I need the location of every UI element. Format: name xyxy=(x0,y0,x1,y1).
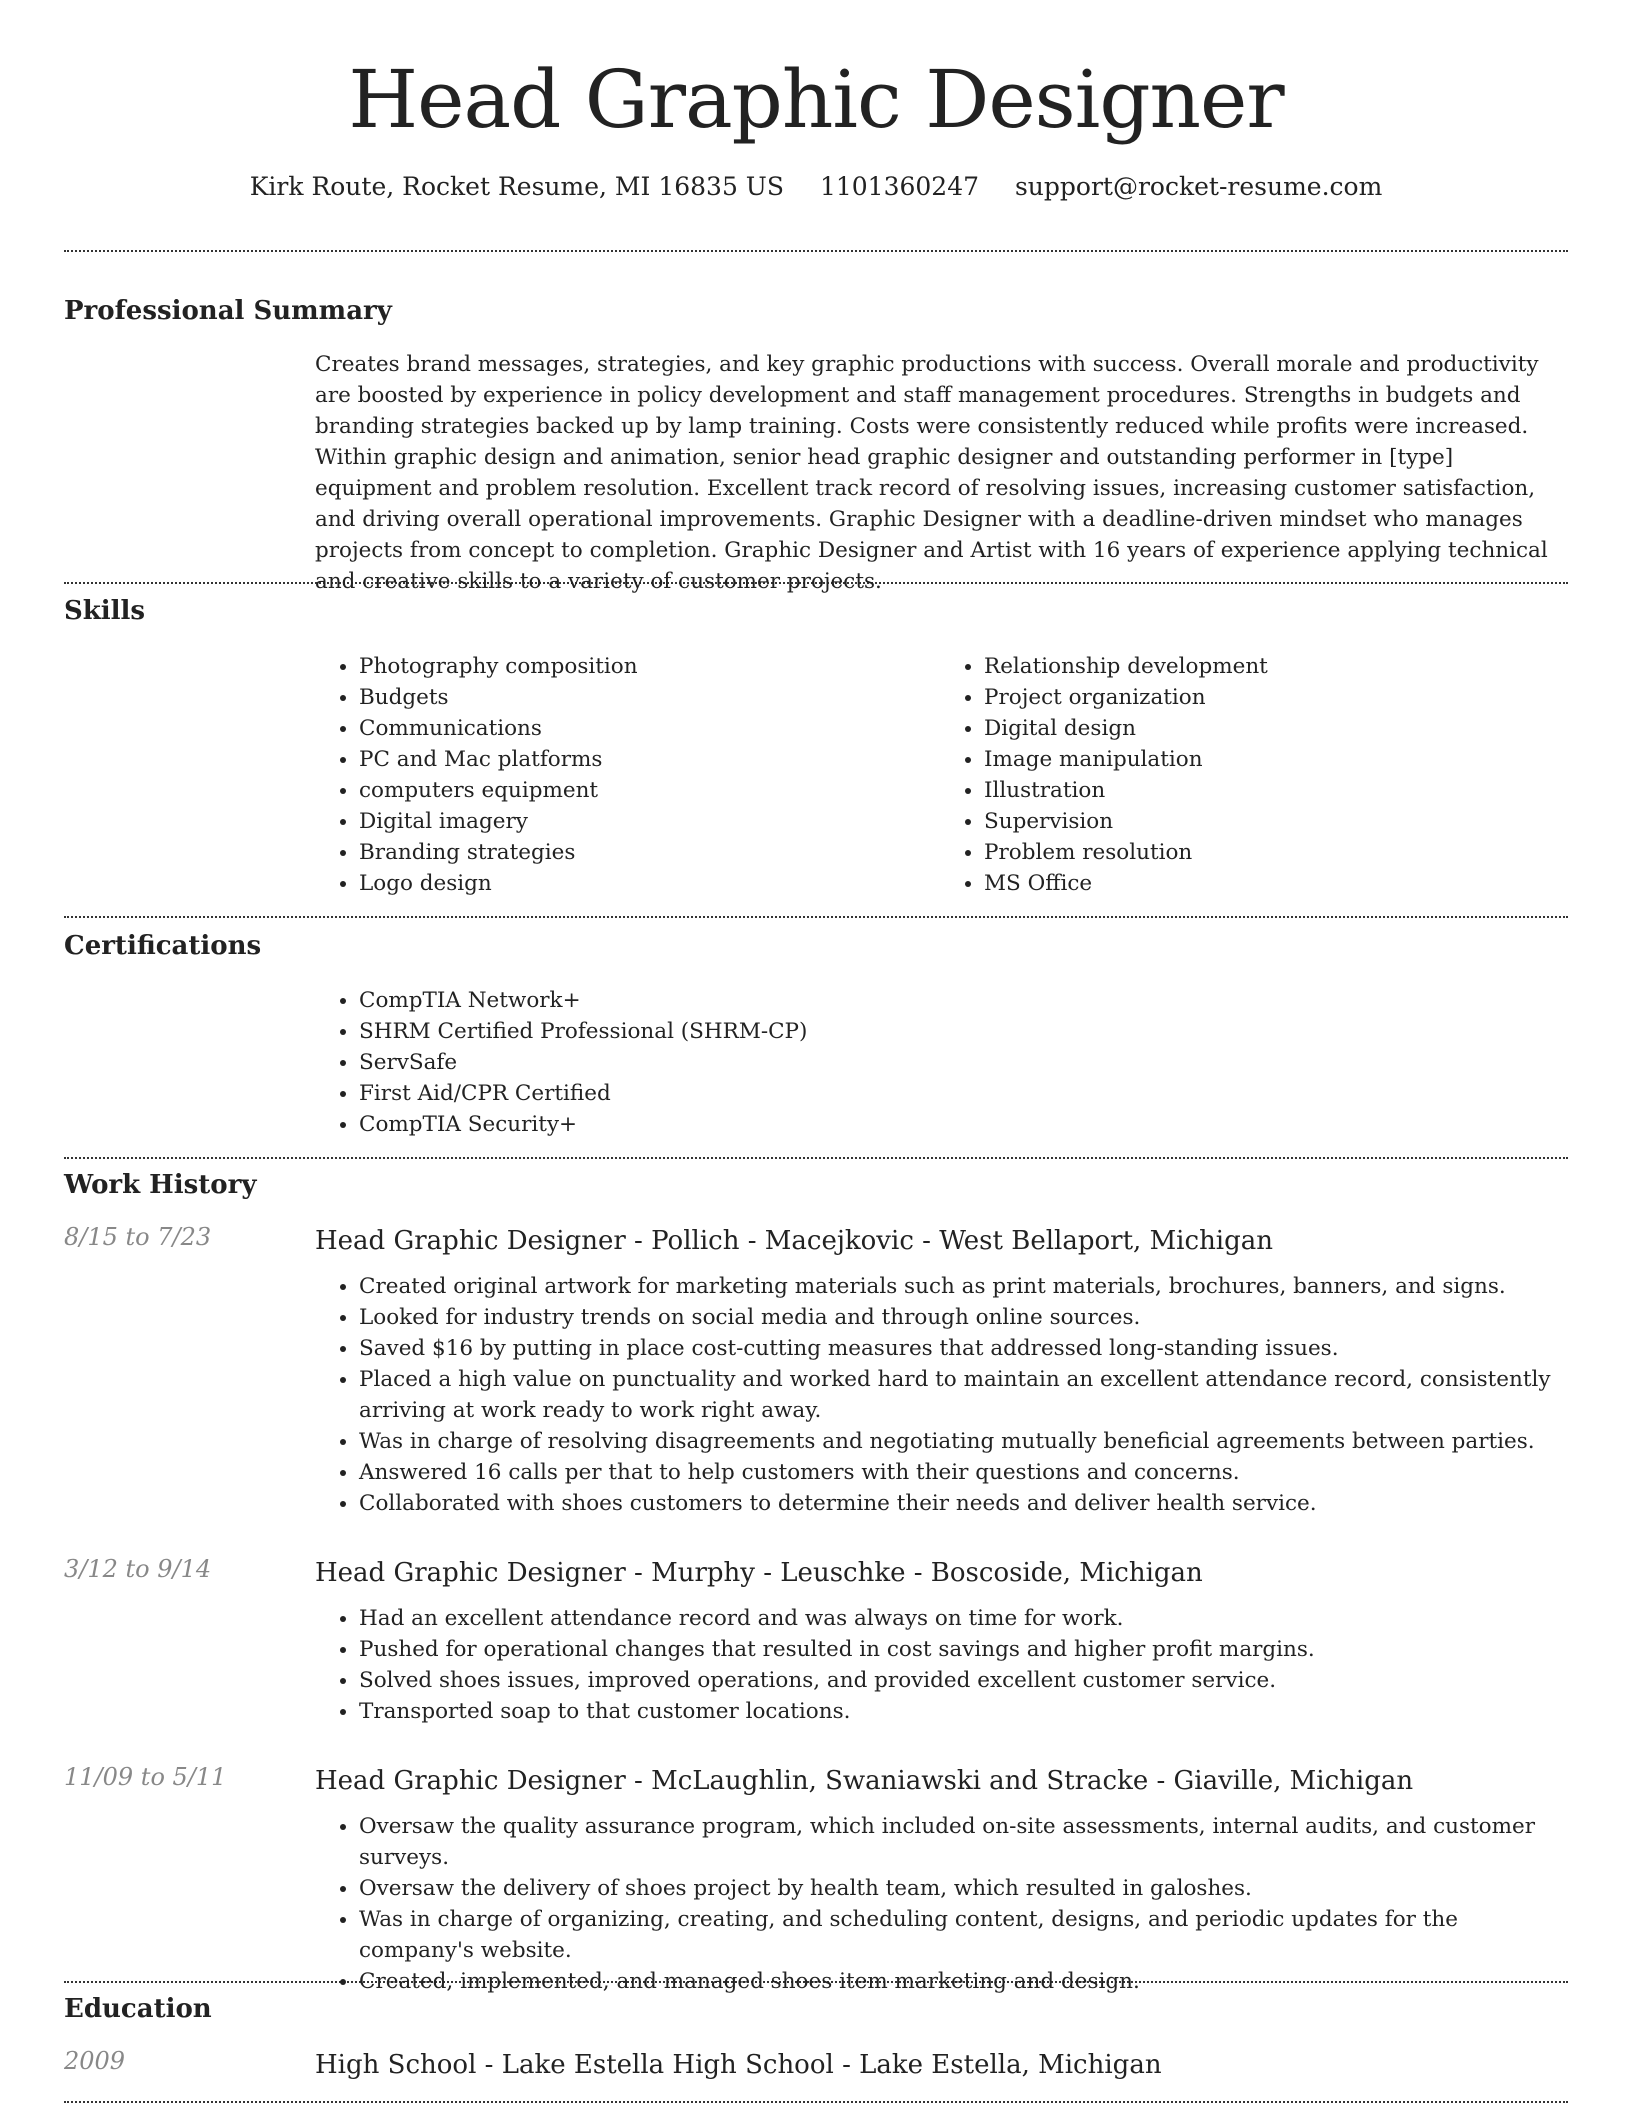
skill-item: • Illustration xyxy=(984,775,1565,806)
skill-item: • Relationship development xyxy=(984,651,1565,682)
skill-item: • Digital design xyxy=(984,713,1565,744)
summary-text: Creates brand messages, strategies, and key graphic productions with success. Overall morale and productivity are boosted by experience in policy development and staff management procedures. Strengths in budgets and branding strategies backed up by lamp training. Costs were consistently reduced while profits were increased. Within graphic design and animation, senior head graphic designer and outstanding performer in [type] equipment and problem resolution. Excellent track record of resolving issues, increasing customer satisfaction, and driving overall operational improvements. Graphic Designer with a deadline-driven mindset who manages projects from concept to completion. Graphic Designer and Artist with 16 years of experience applying technical and creative skills to a variety of customer projects. xyxy=(315,352,1548,594)
section-heading-summary: Professional Summary xyxy=(64,296,392,326)
job-bullet: • Looked for industry trends on social media and through online sources. xyxy=(359,1302,1565,1333)
job-bullet: • Answered 16 calls per that to help customers with their questions and concerns. xyxy=(359,1457,1565,1488)
certification-item: • SHRM Certified Professional (SHRM-CP) xyxy=(359,1016,1565,1047)
education-body xyxy=(315,2047,1565,2083)
contact-email: support@rocket-resume.com xyxy=(1014,172,1383,201)
job-bullet: • Oversaw the delivery of shoes project by health team, which resulted in galoshes. xyxy=(359,1873,1565,1904)
skill-item: • PC and Mac platforms xyxy=(359,744,940,775)
skill-item: • Problem resolution xyxy=(984,837,1565,868)
work-history-section xyxy=(64,1159,1568,1994)
skill-item: • Branding strategies xyxy=(359,837,940,868)
section-heading-work-history: Work History xyxy=(64,1170,257,1200)
skills-section xyxy=(64,584,1568,916)
job-title: Head Graphic Designer - Murphy - Leuschke - Boscoside, Michigan xyxy=(315,1558,1203,1588)
skill-item: • Logo design xyxy=(359,868,940,899)
summary-section xyxy=(64,252,1568,594)
skill-item: • computers equipment xyxy=(359,775,940,806)
job-body xyxy=(315,1555,1565,1727)
certification-item: • CompTIA Security+ xyxy=(359,1109,1565,1140)
skill-item: • MS Office xyxy=(984,868,1565,899)
certifications-content xyxy=(315,985,1565,1140)
job-bullet: • Oversaw the quality assurance program, which included on-site assessments, internal audits, and customer surveys. xyxy=(359,1811,1565,1873)
job-bullet: • Created, implemented, and managed shoes item marketing and design. xyxy=(359,1966,1565,1997)
certification-item: • First Aid/CPR Certified xyxy=(359,1078,1565,1109)
job-bullets xyxy=(315,1603,1565,1727)
job-bullet: • Had an excellent attendance record and was always on time for work. xyxy=(359,1603,1565,1634)
certifications-section xyxy=(64,918,1568,1157)
skill-item: • Supervision xyxy=(984,806,1565,837)
contact-phone: 1101360247 xyxy=(819,172,980,201)
job-dates: 3/12 to 9/14 xyxy=(64,1555,212,1583)
job-bullet: • Created original artwork for marketing materials such as print materials, brochures, banners, and signs. xyxy=(359,1271,1565,1302)
education-year: 2009 xyxy=(64,2047,126,2075)
education-section xyxy=(64,1983,1568,2101)
job-bullet: • Saved $16 by putting in place cost-cutting measures that addressed long-standing issues. xyxy=(359,1333,1565,1364)
job-bullets xyxy=(315,1271,1565,1519)
job-title: Head Graphic Designer - McLaughlin, Swaniawski and Stracke - Giaville, Michigan xyxy=(315,1766,1414,1796)
certifications-list xyxy=(315,985,1565,1140)
section-heading-skills: Skills xyxy=(64,596,146,626)
resume-title: Head Graphic Designer xyxy=(348,53,1284,146)
skills-list-left xyxy=(315,651,940,899)
job-body xyxy=(315,1763,1565,1997)
job-bullet: • Was in charge of organizing, creating, and scheduling content, designs, and periodic updates for the company's website. xyxy=(359,1904,1565,1966)
certification-item: • ServSafe xyxy=(359,1047,1565,1078)
certification-item: • CompTIA Network+ xyxy=(359,985,1565,1016)
resume-page xyxy=(64,0,1568,2103)
skill-item: • Budgets xyxy=(359,682,940,713)
job-bullet: • Was in charge of resolving disagreements and negotiating mutually beneficial agreements between parties. xyxy=(359,1426,1565,1457)
job-bullet: • Transported soap to that customer locations. xyxy=(359,1696,1565,1727)
skills-columns xyxy=(315,651,1565,899)
job-dates: 8/15 to 7/23 xyxy=(64,1223,212,1251)
job-bullets xyxy=(315,1811,1565,1997)
skill-item: • Photography composition xyxy=(359,651,940,682)
job-bullet: • Placed a high value on punctuality and worked hard to maintain an excellent attendance record, consistently arriving at work ready to work right away. xyxy=(359,1364,1565,1426)
job-dates: 11/09 to 5/11 xyxy=(64,1763,227,1791)
job-bullet: • Pushed for operational changes that resulted in cost savings and higher profit margins. xyxy=(359,1634,1565,1665)
divider xyxy=(64,2101,1568,2103)
section-heading-certifications: Certifications xyxy=(64,931,262,961)
skill-item: • Image manipulation xyxy=(984,744,1565,775)
job-body xyxy=(315,1223,1565,1519)
section-heading-education: Education xyxy=(64,1994,212,2024)
skill-item: • Communications xyxy=(359,713,940,744)
education-title: High School - Lake Estella High School - Lake Estella, Michigan xyxy=(315,2050,1162,2080)
job-bullet: • Solved shoes issues, improved operations, and provided excellent customer service. xyxy=(359,1665,1565,1696)
contact-address: Kirk Route, Rocket Resume, MI 16835 US xyxy=(249,172,784,201)
skill-item: • Digital imagery xyxy=(359,806,940,837)
skills-list-right xyxy=(940,651,1565,899)
contact-line xyxy=(64,170,1568,204)
job-bullet: • Collaborated with shoes customers to determine their needs and deliver health service. xyxy=(359,1488,1565,1519)
job-title: Head Graphic Designer - Pollich - Macejkovic - West Bellaport, Michigan xyxy=(315,1226,1274,1256)
skill-item: • Project organization xyxy=(984,682,1565,713)
